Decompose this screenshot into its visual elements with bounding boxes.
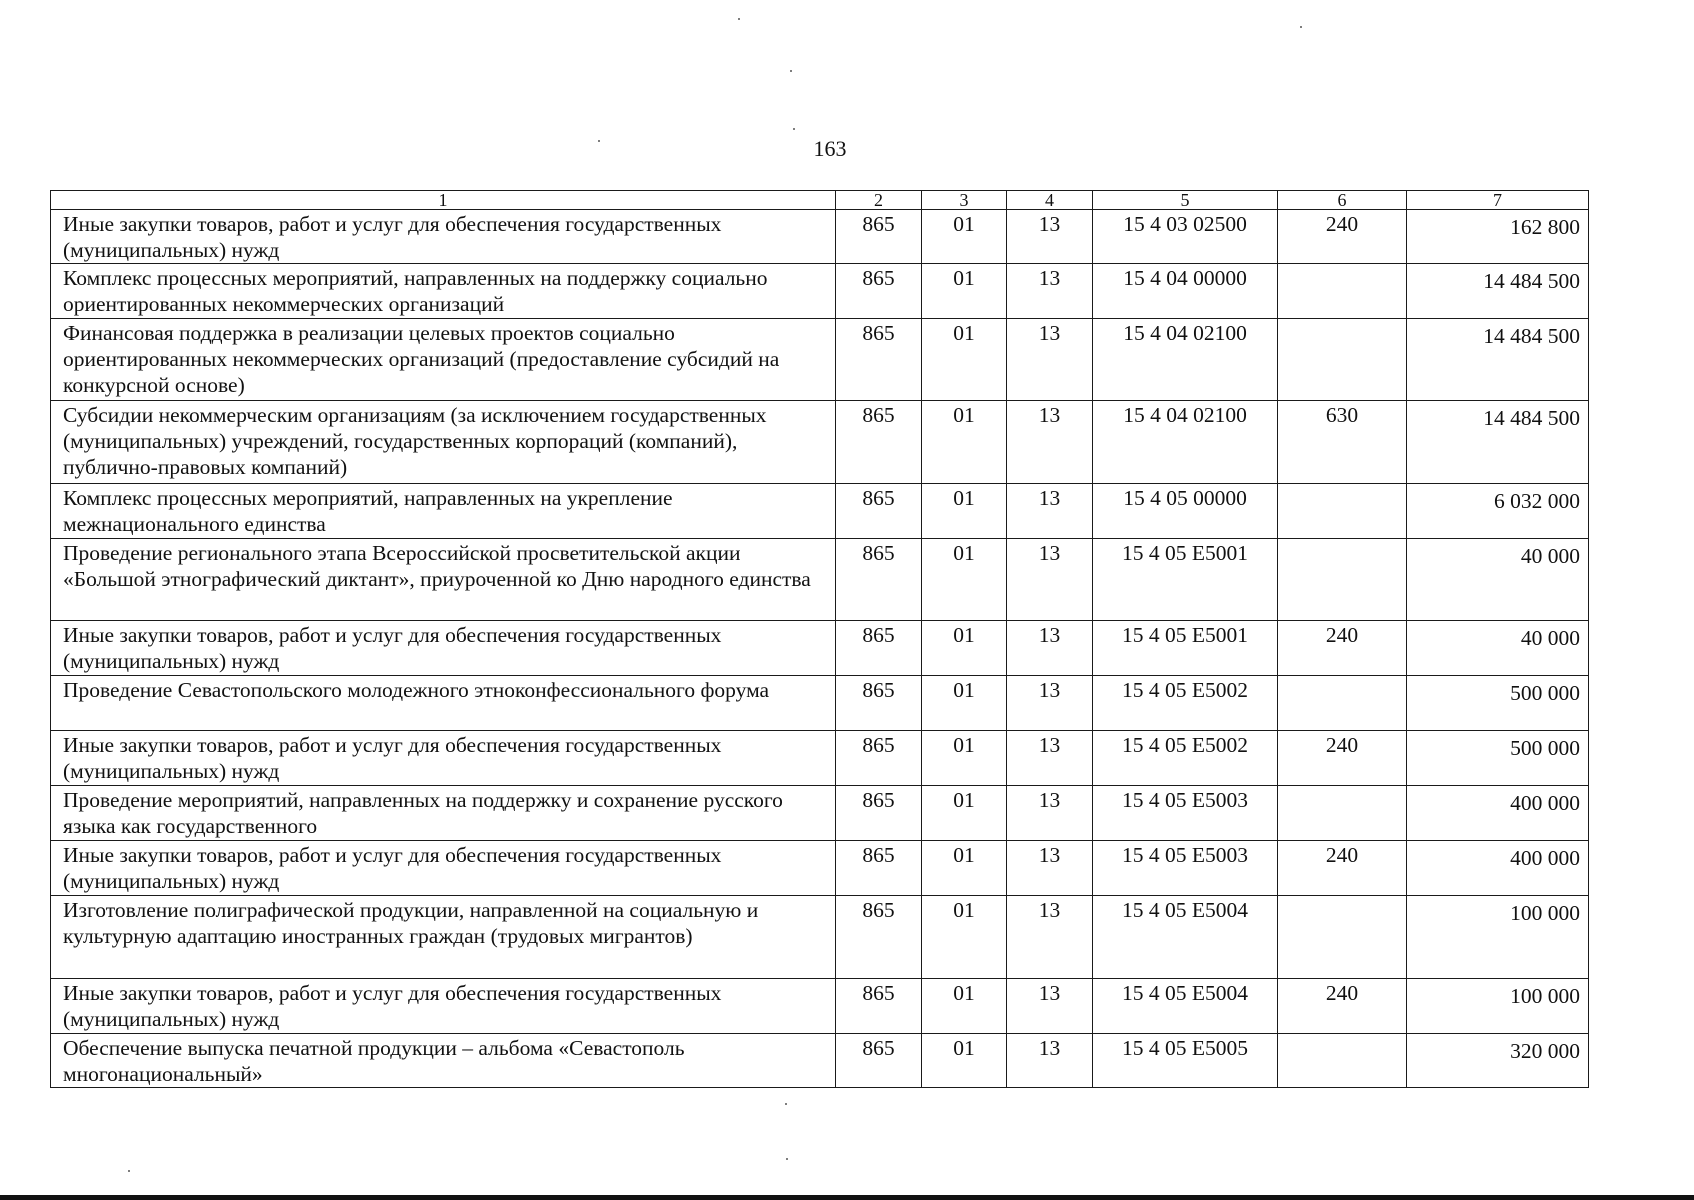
row-code-cell: 865	[836, 841, 922, 896]
row-subsection-cell: 13	[1007, 319, 1093, 401]
scan-speck	[128, 1170, 130, 1172]
table-row	[51, 319, 1589, 401]
row-name-cell: Иные закупки товаров, работ и услуг для обеспечения государственных (муниципальных) нужд	[51, 841, 836, 896]
row-target-cell: 15 4 03 02500	[1093, 210, 1278, 264]
column-number: 4	[1007, 191, 1093, 210]
row-subsection-cell: 13	[1007, 979, 1093, 1034]
row-name-cell: Проведение Севастопольского молодежного этноконфессионального форума	[51, 676, 836, 731]
table-row	[51, 676, 1589, 731]
row-name-cell: Иные закупки товаров, работ и услуг для обеспечения государственных (муниципальных) нужд	[51, 731, 836, 786]
row-target-cell: 15 4 05 E5004	[1093, 896, 1278, 979]
row-name-cell: Комплекс процессных мероприятий, направленных на укрепление межнационального единства	[51, 484, 836, 539]
row-name-cell: Иные закупки товаров, работ и услуг для обеспечения государственных (муниципальных) нужд	[51, 621, 836, 676]
row-code-cell: 865	[836, 676, 922, 731]
row-section-cell: 01	[922, 841, 1007, 896]
row-subsection-cell: 13	[1007, 401, 1093, 484]
row-expense-type-cell: 240	[1278, 210, 1407, 264]
row-target-cell: 15 4 05 00000	[1093, 484, 1278, 539]
row-name-cell: Проведение мероприятий, направленных на поддержку и сохранение русского языка как государственного	[51, 786, 836, 841]
row-section-cell: 01	[922, 621, 1007, 676]
row-code-cell: 865	[836, 1034, 922, 1088]
row-target-cell: 15 4 04 00000	[1093, 264, 1278, 319]
row-name-cell: Изготовление полиграфической продукции, направленной на социальную и культурную адаптацию иностранных граждан (трудовых мигрантов)	[51, 896, 836, 979]
row-expense-type-cell: 240	[1278, 621, 1407, 676]
row-code-cell: 865	[836, 621, 922, 676]
row-amount-cell: 100 000	[1407, 979, 1589, 1034]
scan-bottom-edge	[0, 1195, 1694, 1200]
row-subsection-cell: 13	[1007, 731, 1093, 786]
row-code-cell: 865	[836, 979, 922, 1034]
row-amount-cell: 40 000	[1407, 621, 1589, 676]
row-subsection-cell: 13	[1007, 621, 1093, 676]
column-number-row	[51, 191, 1589, 210]
row-name-cell: Проведение регионального этапа Всероссийской просветительской акции «Большой этнографический диктант», приуроченной ко Дню народного единства	[51, 539, 836, 621]
row-target-cell: 15 4 04 02100	[1093, 401, 1278, 484]
row-subsection-cell: 13	[1007, 539, 1093, 621]
row-amount-cell: 400 000	[1407, 841, 1589, 896]
scan-speck	[786, 1158, 788, 1160]
row-target-cell: 15 4 05 E5001	[1093, 539, 1278, 621]
row-section-cell: 01	[922, 676, 1007, 731]
row-target-cell: 15 4 05 E5003	[1093, 841, 1278, 896]
table-row	[51, 786, 1589, 841]
row-section-cell: 01	[922, 264, 1007, 319]
column-number: 6	[1278, 191, 1407, 210]
column-number: 7	[1407, 191, 1589, 210]
row-expense-type-cell: 630	[1278, 401, 1407, 484]
row-section-cell: 01	[922, 319, 1007, 401]
row-subsection-cell: 13	[1007, 484, 1093, 539]
row-expense-type-cell: 240	[1278, 979, 1407, 1034]
row-name-cell: Финансовая поддержка в реализации целевых проектов социально ориентированных некоммерческих организаций (предоставление субсидий на конкурсной основе)	[51, 319, 836, 401]
row-code-cell: 865	[836, 484, 922, 539]
row-amount-cell: 500 000	[1407, 731, 1589, 786]
scan-speck	[793, 128, 795, 130]
row-section-cell: 01	[922, 401, 1007, 484]
row-subsection-cell: 13	[1007, 210, 1093, 264]
row-amount-cell: 320 000	[1407, 1034, 1589, 1088]
row-amount-cell: 100 000	[1407, 896, 1589, 979]
row-name-cell: Субсидии некоммерческим организациям (за исключением государственных (муниципальных) учреждений, государственных корпораций (компаний), публично-правовых компаний)	[51, 401, 836, 484]
table-body	[51, 210, 1589, 1088]
row-amount-cell: 500 000	[1407, 676, 1589, 731]
scan-speck	[1300, 26, 1302, 28]
column-number: 3	[922, 191, 1007, 210]
row-code-cell: 865	[836, 539, 922, 621]
table-row	[51, 841, 1589, 896]
row-name-cell: Обеспечение выпуска печатной продукции – альбома «Севастополь многонациональный»	[51, 1034, 836, 1088]
row-subsection-cell: 13	[1007, 676, 1093, 731]
table-row	[51, 210, 1589, 264]
row-section-cell: 01	[922, 484, 1007, 539]
row-amount-cell: 14 484 500	[1407, 319, 1589, 401]
table-row	[51, 731, 1589, 786]
scan-speck	[738, 18, 740, 20]
row-section-cell: 01	[922, 786, 1007, 841]
row-amount-cell: 6 032 000	[1407, 484, 1589, 539]
row-name-cell: Иные закупки товаров, работ и услуг для обеспечения государственных (муниципальных) нужд	[51, 979, 836, 1034]
table-row	[51, 896, 1589, 979]
row-code-cell: 865	[836, 896, 922, 979]
table-row	[51, 484, 1589, 539]
row-code-cell: 865	[836, 731, 922, 786]
scan-speck	[790, 70, 792, 72]
table-row	[51, 539, 1589, 621]
budget-table	[50, 190, 1589, 1088]
row-amount-cell: 400 000	[1407, 786, 1589, 841]
column-number: 2	[836, 191, 922, 210]
row-expense-type-cell	[1278, 676, 1407, 731]
table-row	[51, 979, 1589, 1034]
row-subsection-cell: 13	[1007, 1034, 1093, 1088]
row-name-cell: Комплекс процессных мероприятий, направленных на поддержку социально ориентированных некоммерческих организаций	[51, 264, 836, 319]
table-row	[51, 264, 1589, 319]
row-code-cell: 865	[836, 319, 922, 401]
row-expense-type-cell	[1278, 319, 1407, 401]
row-amount-cell: 14 484 500	[1407, 264, 1589, 319]
scan-speck	[598, 140, 600, 142]
row-subsection-cell: 13	[1007, 264, 1093, 319]
row-section-cell: 01	[922, 539, 1007, 621]
row-target-cell: 15 4 05 E5002	[1093, 676, 1278, 731]
row-expense-type-cell	[1278, 264, 1407, 319]
row-amount-cell: 14 484 500	[1407, 401, 1589, 484]
row-subsection-cell: 13	[1007, 786, 1093, 841]
row-target-cell: 15 4 05 E5002	[1093, 731, 1278, 786]
scan-speck	[785, 1103, 787, 1105]
row-expense-type-cell	[1278, 484, 1407, 539]
table-row	[51, 1034, 1589, 1088]
row-section-cell: 01	[922, 1034, 1007, 1088]
row-target-cell: 15 4 05 E5001	[1093, 621, 1278, 676]
row-code-cell: 865	[836, 210, 922, 264]
row-subsection-cell: 13	[1007, 896, 1093, 979]
row-expense-type-cell: 240	[1278, 841, 1407, 896]
row-target-cell: 15 4 05 E5004	[1093, 979, 1278, 1034]
row-code-cell: 865	[836, 264, 922, 319]
column-number: 5	[1093, 191, 1278, 210]
row-code-cell: 865	[836, 401, 922, 484]
row-code-cell: 865	[836, 786, 922, 841]
row-amount-cell: 40 000	[1407, 539, 1589, 621]
row-subsection-cell: 13	[1007, 841, 1093, 896]
table-row	[51, 621, 1589, 676]
row-section-cell: 01	[922, 731, 1007, 786]
row-expense-type-cell	[1278, 539, 1407, 621]
row-expense-type-cell: 240	[1278, 731, 1407, 786]
row-expense-type-cell	[1278, 1034, 1407, 1088]
row-target-cell: 15 4 04 02100	[1093, 319, 1278, 401]
column-number: 1	[51, 191, 836, 210]
row-amount-cell: 162 800	[1407, 210, 1589, 264]
row-expense-type-cell	[1278, 786, 1407, 841]
row-section-cell: 01	[922, 210, 1007, 264]
row-section-cell: 01	[922, 979, 1007, 1034]
row-expense-type-cell	[1278, 896, 1407, 979]
page-number: 163	[813, 136, 847, 161]
row-section-cell: 01	[922, 896, 1007, 979]
row-name-cell: Иные закупки товаров, работ и услуг для обеспечения государственных (муниципальных) нужд	[51, 210, 836, 264]
row-target-cell: 15 4 05 E5005	[1093, 1034, 1278, 1088]
table-row	[51, 401, 1589, 484]
row-target-cell: 15 4 05 E5003	[1093, 786, 1278, 841]
